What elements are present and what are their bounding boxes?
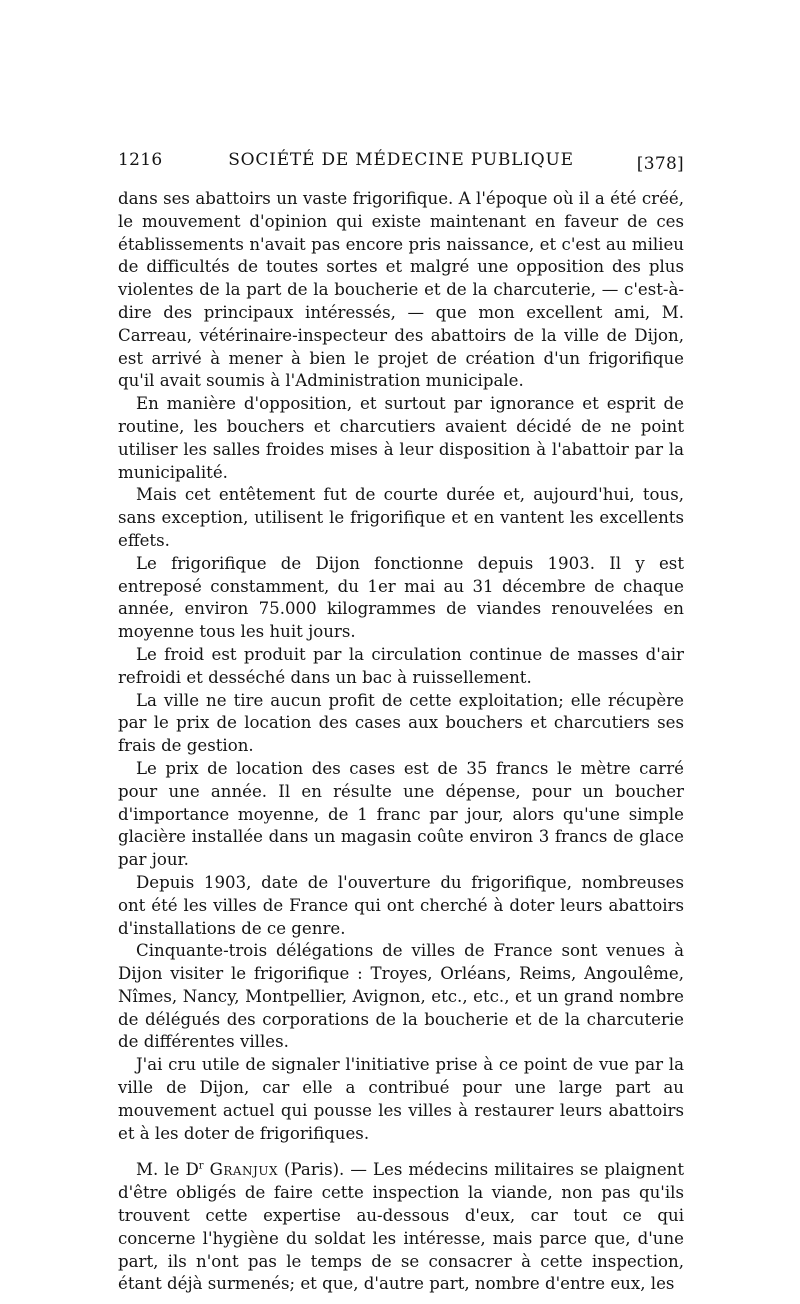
- paragraph: Le prix de location des cases est de 35 francs le mètre carré pour une année. Il en résulte une dépense, pour un boucher d'importance moyenne, de 1 franc par jour, alors qu'une simple glacière installée dans un magasin coûte environ 3 francs de glace par jour.: [118, 758, 684, 870]
- paragraph: Mais cet entêtement fut de courte durée et, aujourd'hui, tous, sans exception, utilisent le frigorifique et en vantent les excellents effets.: [118, 485, 684, 550]
- paragraph: En manière d'opposition, et surtout par ignorance et esprit de routine, les bouchers et charcutiers avaient décidé de ne point utiliser les salles froides mises à leur disposition à l'abattoir par la municipalité.: [118, 394, 684, 482]
- running-title: SOCIÉTÉ DE MÉDECINE PUBLIQUE: [228, 150, 574, 170]
- paragraph: Le frigorifique de Dijon fonctionne depuis 1903. Il y est entreposé constamment, du 1er mai au 31 décembre de chaque année, environ 75.000 kilogrammes de viandes renouvelées en moyenne tous les huit jours.: [118, 553, 684, 642]
- speaker-text: — Les médecins militaires se plaignent d'être obligés de faire cette inspection la viande, non pas qu'ils trouvent cette expertise au-dessous d'eux, car tout ce qui concerne l'hygiène du soldat les intéresse, mais parce que, d'une part, ils n'ont pas le temps de se consacrer à cette inspection, étant déjà surmenés; et que, d'autre part, nombre d'entre eux, les: [118, 1160, 685, 1294]
- speaker-title-sup: r: [198, 1160, 204, 1172]
- page-reference: [378]: [636, 154, 684, 174]
- speaker-paragraph: [118, 1159, 684, 1296]
- paragraph: Le froid est produit par la circulation continue de masses d'air refroidi et desséché dans un bac à ruissellement.: [118, 644, 684, 687]
- paragraph: J'ai cru utile de signaler l'initiative prise à ce point de vue par la ville de Dijon, car elle a contribué pour une large part au mouvement actuel qui pousse les villes à restaurer leurs abattoirs et à les doter de frigorifiques.: [118, 1055, 684, 1143]
- body-text: [118, 188, 684, 1296]
- paragraph: La ville ne tire aucun profit de cette exploitation; elle récupère par le prix de location des cases aux bouchers et charcutiers ses frais de gestion.: [118, 690, 684, 756]
- page-header: [118, 150, 684, 178]
- speaker-prefix: M. le D: [136, 1160, 199, 1180]
- paragraph: Cinquante-trois délégations de villes de France sont venues à Dijon visiter le frigorifique : Troyes, Orléans, Reims, Angoulême, Nîmes, Nancy, Montpellier, Avignon, etc., etc., et un grand nombre de délégués des corporations de la boucherie et de la charcuterie de différentes villes.: [118, 941, 684, 1052]
- paragraph: dans ses abattoirs un vaste frigorifique. A l'époque où il a été créé, le mouvement d'opinion qui existe maintenant en faveur de ces établissements n'avait pas encore pris naissance, et c'est au milieu de difficultés de toutes sortes et malgré une opposition des plus violentes de la part de la boucherie et de la charcuterie, — c'est-à-dire des principaux intéressés, — que mon excellent ami, M. Carreau, vétérinaire-inspecteur des abattoirs de la ville de Dijon, est arrivé à mener à bien le projet de création d'un frigorifique qu'il avait soumis à l'Administration municipale.: [118, 189, 684, 391]
- speaker-name: Granjux: [209, 1160, 279, 1180]
- page-number: 1216: [118, 150, 163, 170]
- paragraph: Depuis 1903, date de l'ouverture du frigorifique, nombreuses ont été les villes de France qui ont cherché à doter leurs abattoirs d'installations de ce genre.: [118, 872, 684, 938]
- speaker-location: (Paris).: [278, 1160, 345, 1180]
